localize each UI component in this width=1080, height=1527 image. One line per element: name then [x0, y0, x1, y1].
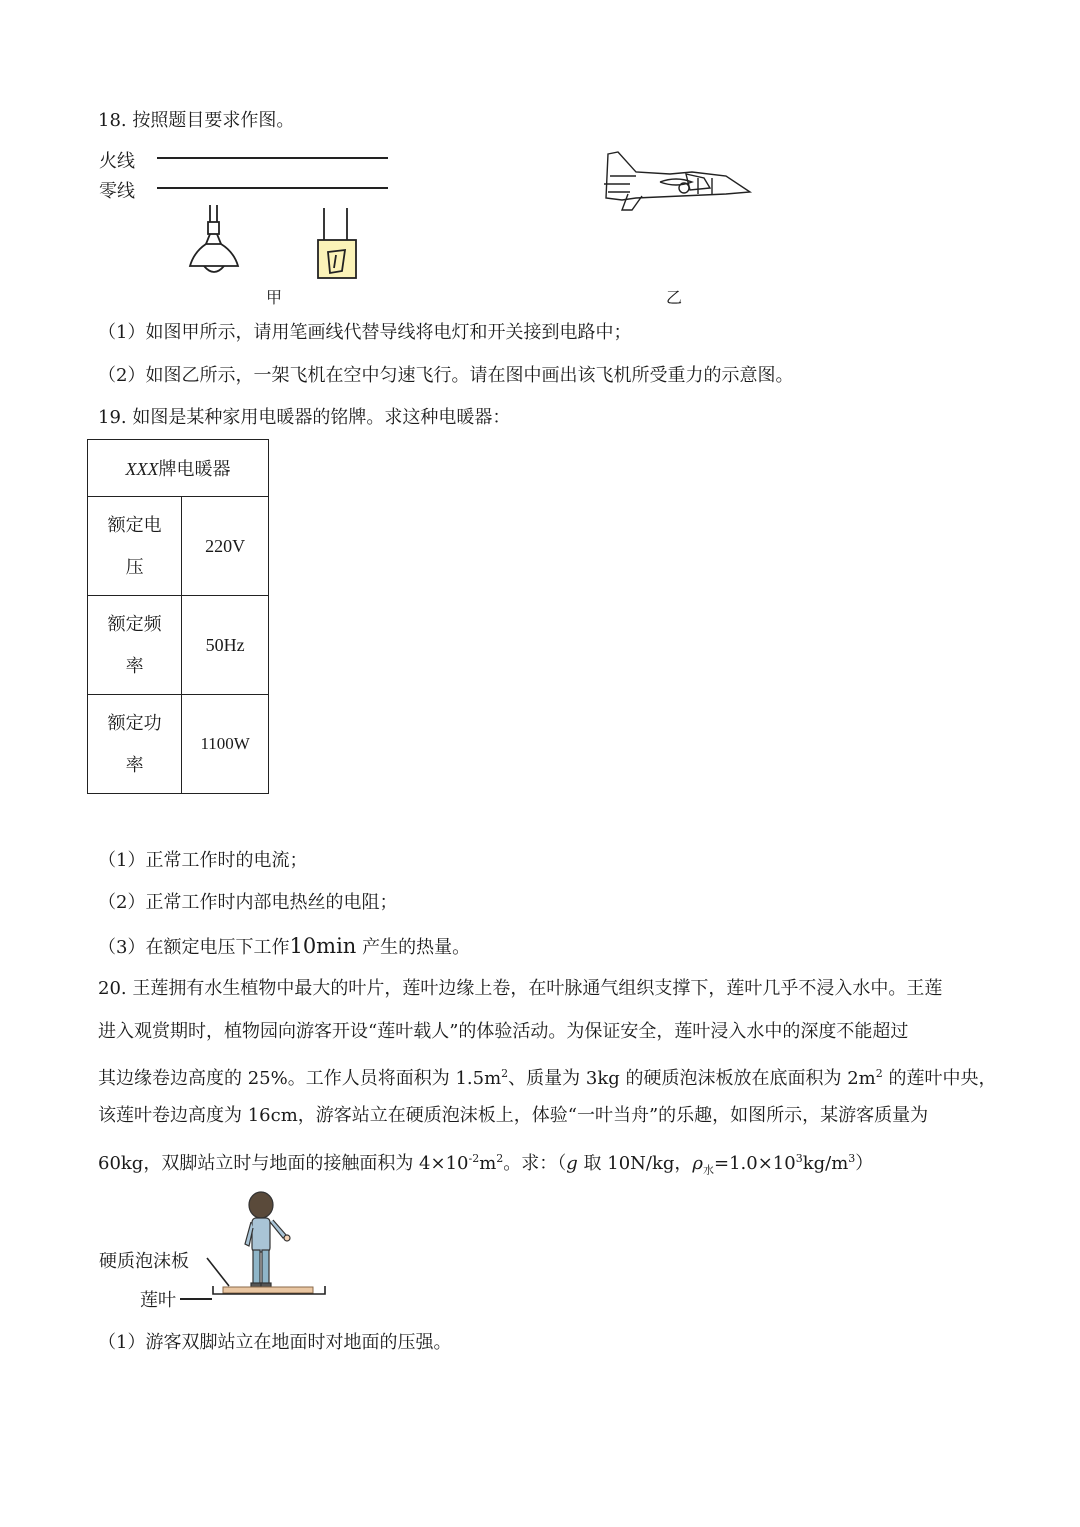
- nameplate-header-row: [88, 440, 269, 497]
- neutral-wire-line: [157, 187, 388, 189]
- neutral-wire-label: 零线: [99, 181, 135, 202]
- rated-power-value: 1100W: [182, 695, 269, 794]
- lamp-switch-diagram: [180, 200, 380, 285]
- q20-text: 取 10N/kg，: [577, 1153, 693, 1174]
- foam-board-label: 硬质泡沫板: [99, 1251, 189, 1272]
- person-icon: [245, 1192, 290, 1287]
- lily-leaf-pointer: [180, 1298, 212, 1300]
- airplane-diagram: [600, 148, 755, 218]
- fig-a-label: 甲: [266, 288, 283, 307]
- q20-line5: [98, 1147, 873, 1183]
- q20-sup: 2: [501, 1067, 509, 1080]
- q20-text: 的莲叶中央，: [882, 1068, 997, 1089]
- q20-line3: [98, 1062, 996, 1091]
- q20-text: 、质量为 3kg 的硬质泡沫板放在底面积为 2m: [508, 1068, 876, 1089]
- foam-board-icon: [223, 1287, 313, 1293]
- q20-sup: 2: [496, 1152, 504, 1165]
- rated-voltage-value: 220V: [182, 497, 269, 596]
- q20-sup: 3: [795, 1152, 803, 1165]
- row-label-line: 率: [125, 656, 144, 676]
- q18-sub2: （2）如图乙所示，一架飞机在空中匀速飞行。请在图中画出该飞机所受重力的示意图。: [98, 365, 794, 386]
- rated-frequency-value: 50Hz: [182, 596, 269, 695]
- q20-sup: 3: [848, 1152, 856, 1165]
- q19-sub3-text: （3）在额定电压下工作: [98, 937, 290, 958]
- q20-text: m: [479, 1153, 497, 1174]
- q20-sup: 2: [875, 1067, 883, 1080]
- q19-sub2: （2）正常工作时内部电热丝的电阻；: [98, 892, 398, 913]
- q19-sub3-duration: 10min: [289, 934, 357, 958]
- switch-icon: [318, 208, 356, 278]
- q20-sub: 水: [703, 1163, 715, 1177]
- brand-suffix: 牌电暖器: [158, 459, 231, 479]
- row-label-line: 额定电: [107, 515, 162, 535]
- live-wire-line: [157, 157, 388, 159]
- airplane-icon: [604, 152, 750, 210]
- nameplate-table: [87, 439, 269, 794]
- nameplate-title: [88, 440, 269, 497]
- rated-frequency-label: [88, 596, 182, 695]
- rated-power-label: [88, 695, 182, 794]
- q19-title: 19. 如图是某种家用电暖器的铭牌。求这种电暖器：: [98, 407, 511, 428]
- q19-sub1: （1）正常工作时的电流；: [98, 850, 308, 871]
- q20-text: =1.0×10: [714, 1153, 796, 1174]
- row-label-line: 额定频: [107, 614, 162, 634]
- table-row: [88, 596, 269, 695]
- lily-pad-diagram: [195, 1188, 335, 1308]
- table-row: [88, 497, 269, 596]
- q20-text: 60kg，双脚站立时与地面的接触面积为 4×10: [98, 1153, 469, 1174]
- fig-b-label: 乙: [666, 288, 683, 307]
- q20-sup: -2: [468, 1152, 480, 1165]
- q20-text: 其边缘卷边高度的 25%。工作人员将面积为 1.5m: [98, 1068, 502, 1089]
- q20-text: 。求：（: [503, 1153, 567, 1174]
- q20-line1: 20. 王莲拥有水生植物中最大的叶片，莲叶边缘上卷，在叶脉通气组织支撑下，莲叶几乎不浸入水中。王莲: [98, 978, 943, 999]
- table-row: [88, 695, 269, 794]
- q20-line2: 进入观赏期时，植物园向游客开设“莲叶载人”的体验活动。为保证安全，莲叶浸入水中的深度不能超过: [98, 1021, 909, 1042]
- row-label-line: 压: [125, 557, 144, 577]
- brand-name: XXX: [125, 459, 159, 479]
- row-label-line: 额定功: [107, 713, 162, 733]
- q20-text: kg/m: [802, 1153, 849, 1174]
- q20-text: ）: [855, 1153, 874, 1174]
- q20-line4: 该莲叶卷边高度为 16cm，游客站立在硬质泡沫板上，体验“一叶当舟”的乐趣，如图所示，某游客质量为: [98, 1105, 929, 1126]
- q18-sub1: （1）如图甲所示，请用笔画线代替导线将电灯和开关接到电路中；: [98, 322, 632, 343]
- lamp-icon: [190, 205, 238, 272]
- q20-var-rho: ρ: [692, 1153, 704, 1174]
- q20-var-g: g: [566, 1153, 578, 1174]
- q20-sub1: （1）游客双脚站立在地面时对地面的压强。: [98, 1332, 452, 1353]
- q19-sub3: [98, 934, 470, 960]
- rated-voltage-label: [88, 497, 182, 596]
- q19-sub3-text-end: 产生的热量。: [356, 937, 471, 958]
- live-wire-label: 火线: [99, 151, 135, 172]
- q18-title: 18. 按照题目要求作图。: [98, 110, 295, 131]
- lily-leaf-label: 莲叶: [140, 1290, 176, 1311]
- row-label-line: 率: [125, 755, 144, 775]
